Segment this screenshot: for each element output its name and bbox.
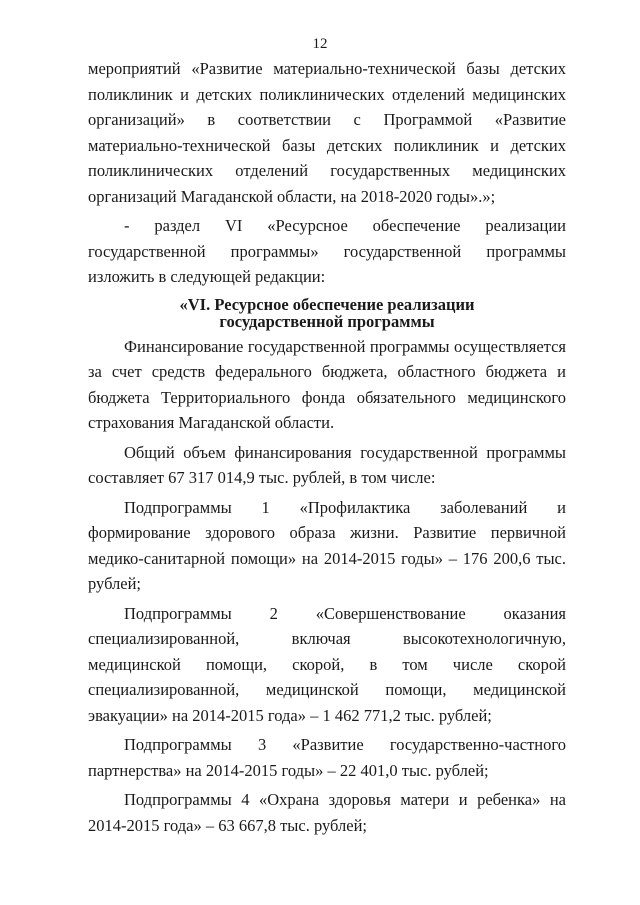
paragraph-total-volume: Общий объем финансирования государственной программы составляет 67 317 014,9 тыс. рублей, в том числе: <box>88 442 566 487</box>
section-heading-line1: «VI. Ресурсное обеспечение реализации <box>179 294 475 314</box>
paragraph-continuation: мероприятий «Развитие материально-технической базы детских поликлиник и детских поликлинических отделений медицинских организаций» в соответствии с Программой «Развитие материально-технической базы детских поликлиник и детских поликлинических отделений государственных медицинских организаций Магаданской области, на 2018-2020 годы».»; <box>88 59 566 206</box>
section-heading-line2: государственной программы <box>219 311 435 331</box>
paragraph-section-amendment: - раздел VI «Ресурсное обеспечение реализации государственной программы» государственной программы изложить в следующей редакции: <box>88 216 566 286</box>
paragraph-subprogram-2: Подпрограммы 2 «Совершенствование оказания специализированной, включая высокотехнологичную, медицинской помощи, скорой, в том числе скорой специализированной, медицинской помощи, медицинской эвакуации» на 2014-2015 года» – 1 462 771,2 тыс. рублей; <box>88 603 566 725</box>
document-body <box>88 56 566 838</box>
paragraph-subprogram-4: Подпрограммы 4 «Охрана здоровья матери и ребенка» на 2014-2015 года» – 63 667,8 тыс. рублей; <box>88 790 566 835</box>
page-number: 12 <box>312 36 328 52</box>
paragraph-subprogram-3: Подпрограммы 3 «Развитие государственно-частного партнерства» на 2014-2015 годы» – 22 401,0 тыс. рублей; <box>88 735 566 780</box>
paragraph-financing-sources: Финансирование государственной программы осуществляется за счет средств федерального бюджета, областного бюджета и бюджета Территориального фонда обязательного медицинского страхования Магаданской области. <box>88 336 566 432</box>
paragraph-subprogram-1: Подпрограммы 1 «Профилактика заболеваний и формирование здорового образа жизни. Развитие первичной медико-санитарной помощи» на 2014-2015 годы» – 176 200,6 тыс. рублей; <box>88 497 566 593</box>
section-heading <box>88 296 566 330</box>
